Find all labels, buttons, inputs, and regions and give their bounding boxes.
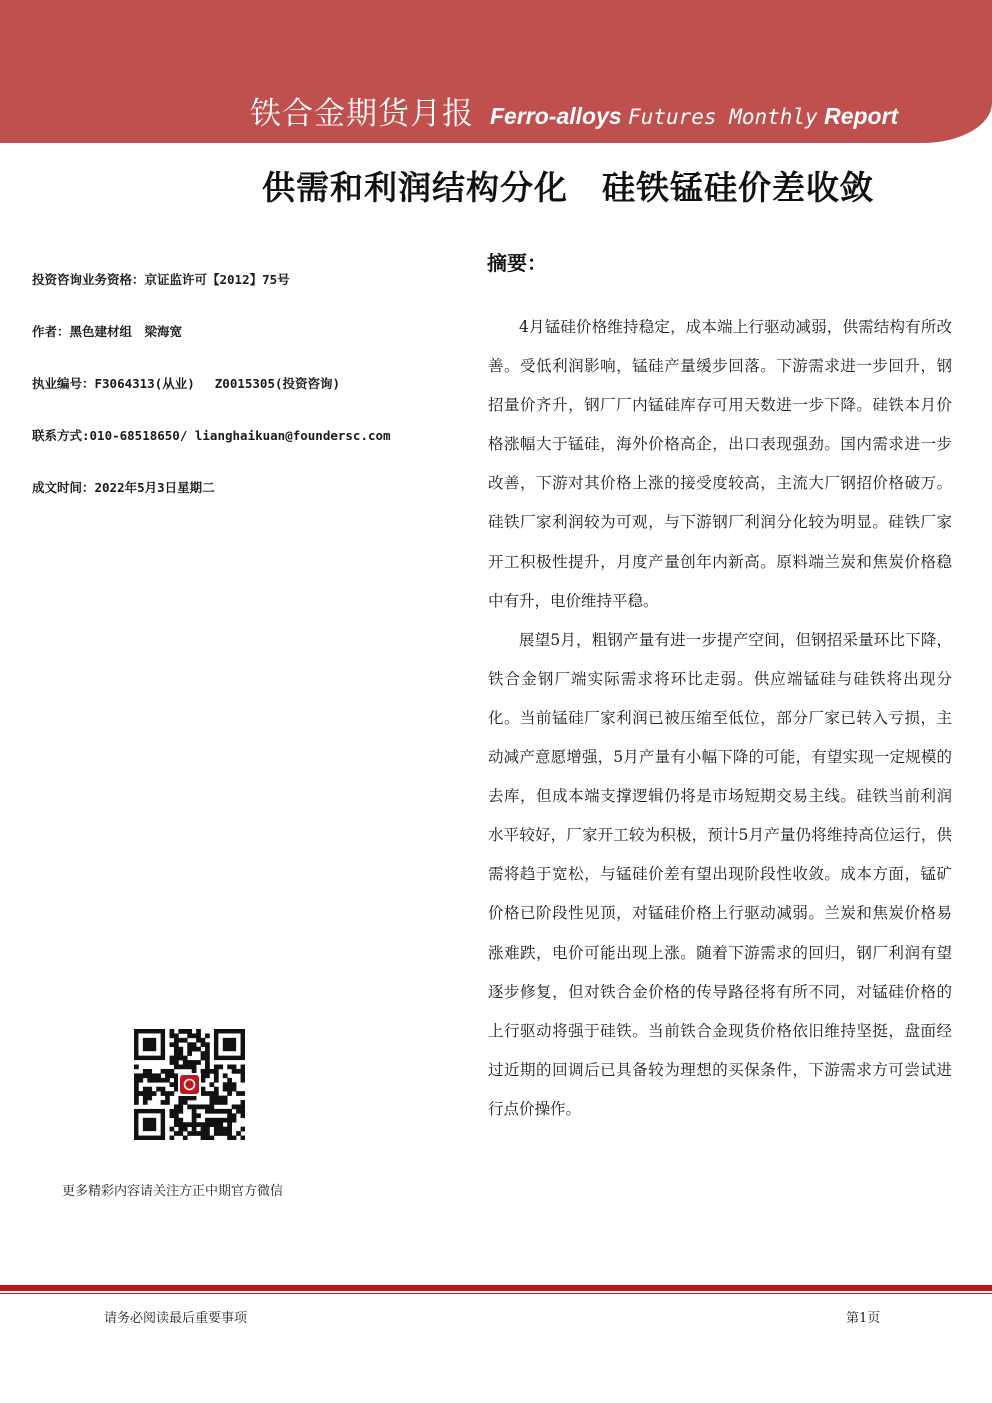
footer-divider [0,1285,992,1291]
abstract-body [488,308,952,1129]
qualification-line: 投资咨询业务资格：京证监许可【2012】75号 [32,272,290,287]
abstract-heading: 摘要： [487,251,547,275]
license-line: 执业编号：F3064313(从业) Z0015305(投资咨询) [32,376,341,391]
author-info [32,270,462,530]
page-number: 第1页 [846,1311,881,1326]
wechat-qr-code [134,1029,245,1140]
abstract-paragraph: 展望5月，粗钢产量有进一步提产空间，但钢招采量环比下降，铁合金钢厂端实际需求将环比走弱。供应端锰硅与硅铁将出现分化。当前锰硅厂家利润已被压缩至低位，部分厂家已转入亏损，主动减产意愿增强，5月产量有小幅下降的可能，有望实现一定规模的去库，但成本端支撑逻辑仍将是市场短期交易主线。硅铁当前利润水平较好，厂家开工较为积极，预计5月产量仍将维持高位运行，供需将趋于宽松，与锰硅价差有望出现阶段性收敛。成本方面，锰矿价格已阶段性见顶，对锰硅价格上行驱动减弱。兰炭和焦炭价格易涨难跌，电价可能出现上涨。随着下游需求的回归，钢厂利润有望逐步修复，但对铁合金价格的传导路径将有所不同，对锰硅价格的上行驱动将强于硅铁。当前铁合金现货价格依旧维持坚挺，盘面经过近期的回调后已具备较为理想的买保条件，下游需求方可尝试进行点价操作。 [488,630,952,1118]
report-title [250,88,898,133]
footer-notice: 请务必阅读最后重要事项 [104,1311,248,1326]
qr-code-icon [134,1029,245,1140]
report-title-en-part2: Futures Monthly [628,105,818,129]
qr-caption: 更多精彩内容请关注方正中期官方微信 [62,1184,284,1199]
date-line: 成文时间：2022年5月3日星期二 [32,480,215,495]
report-title-en-part3: Report [824,103,899,129]
footer-divider-thin [0,1293,992,1294]
author-line: 作者：黑色建材组 梁海宽 [32,324,183,339]
report-title-en [490,103,898,130]
report-title-en-part1: Ferro-alloys [490,103,622,129]
report-title-cn: 铁合金期货月报 [250,96,474,132]
contact-line: 联系方式:010-68518650/ lianghaikuan@foundersc.com [32,428,391,443]
abstract-paragraph: 4月锰硅价格维持稳定，成本端上行驱动减弱，供需结构有所改善。受低利润影响，锰硅产量缓步回落。下游需求进一步回升，钢招量价齐升，钢厂厂内锰硅库存可用天数进一步下降。硅铁本月价格涨幅大于锰硅，海外价格高企，出口表现强劲。国内需求进一步改善，下游对其价格上涨的接受度较高，主流大厂钢招价格破万。硅铁厂家利润较为可观，与下游钢厂利润分化较为明显。硅铁厂家开工积极性提升，月度产量创年内新高。原料端兰炭和焦炭价格稳中有升，电价维持平稳。 [488,318,952,610]
headline: 供需和利润结构分化 硅铁锰硅价差收敛 [262,168,874,207]
